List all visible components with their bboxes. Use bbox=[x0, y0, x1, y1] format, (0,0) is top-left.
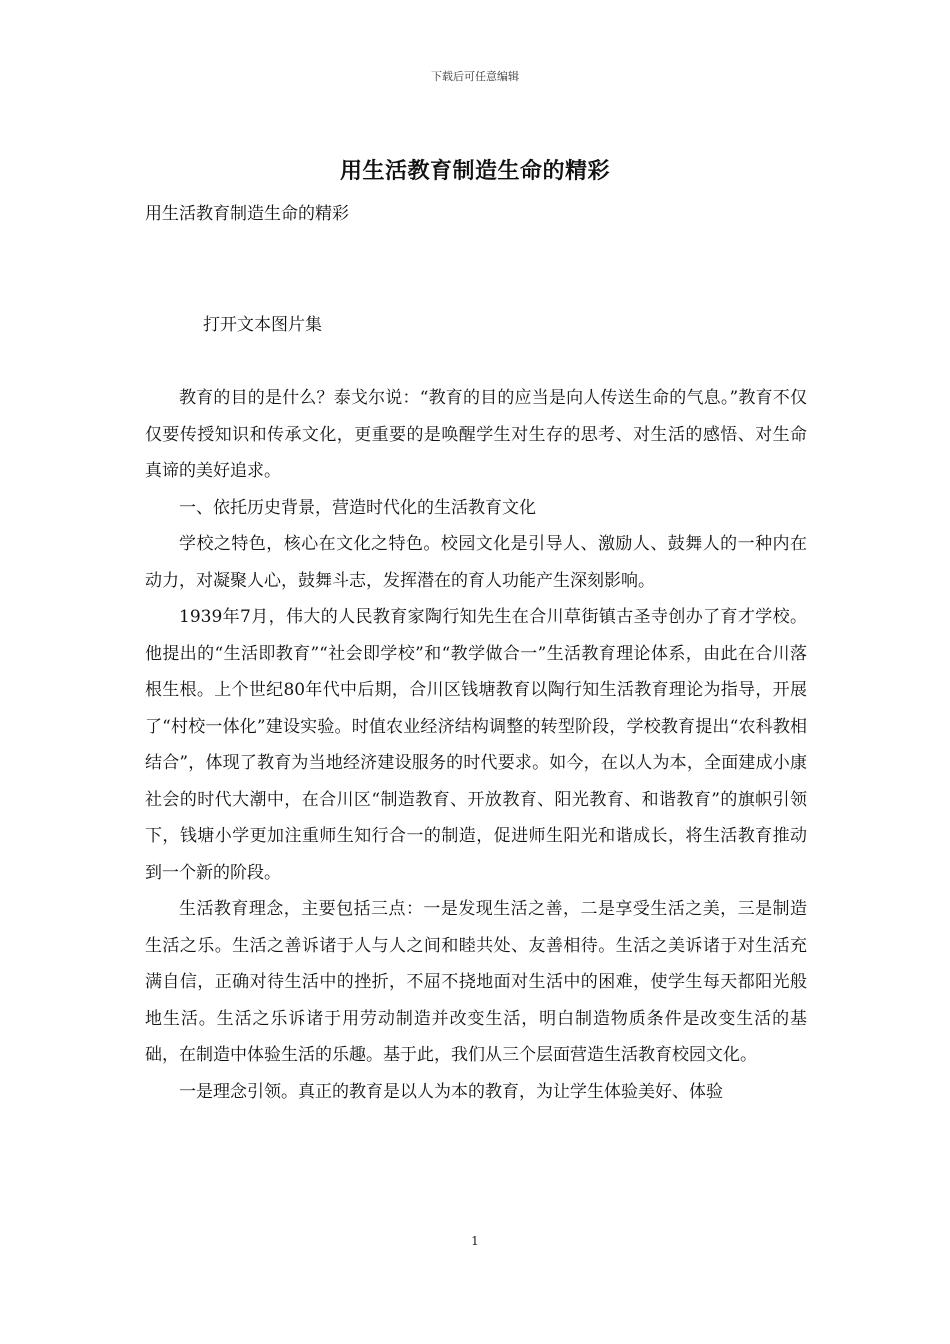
paragraph: 1939年7月，伟大的人民教育家陶行知先生在合川草街镇古圣寺创办了育才学校。他提出的“生活即教育”“社会即学校”和“教学做合一”生活教育理论体系，由此在合川落根生根。上个世纪80年代中后期，合川区钱塘教育以陶行知生活教育理论为指导，开展了“村校一体化”建设实验。时值农业经济结构调整的转型阶段，学校教育提出“农科教相结合”，体现了教育为当地经济建设服务的时代要求。如今，在以人为本，全面建成小康社会的时代大潮中，在合川区“制造教育、开放教育、阳光教育、和谐教育”的旗帜引领下，钱塘小学更加注重师生知行合一的制造，促进师生阳光和谐成长，将生活教育推动到一个新的阶段。 bbox=[145, 607, 807, 883]
document-title: 用生活教育制造生命的精彩 bbox=[339, 159, 610, 184]
page-number: 1 bbox=[471, 1234, 479, 1248]
document-subtitle: 用生活教育制造生命的精彩 bbox=[145, 204, 349, 224]
paragraph: 教育的目的是什么？泰戈尔说：“教育的目的应当是向人传送生命的气息。”教育不仅仅要传授知识和传承文化，更重要的是唤醒学生对生存的思考、对生活的感悟、对生命真谛的美好追求。 bbox=[145, 388, 807, 481]
header-note: 下载后可任意编辑 bbox=[431, 70, 519, 83]
document-body bbox=[145, 196, 807, 1110]
gallery-link[interactable]: 打开文本图片集 bbox=[203, 314, 322, 335]
section-heading: 一、依托历史背景，营造时代化的生活教育文化 bbox=[179, 497, 536, 518]
paragraph: 生活教育理念，主要包括三点：一是发现生活之善，二是享受生活之美，三是制造生活之乐。生活之善诉诸于人与人之间和睦共处、友善相待。生活之美诉诸于对生活充满自信，正确对待生活中的挫折，不屈不挠地面对生活中的困难，使学生每天都阳光般地生活。生活之乐诉诸于用劳动制造并改变生活，明白制造物质条件是改变生活的基础，在制造中体验生活的乐趣。基于此，我们从三个层面营造生活教育校园文化。 bbox=[145, 899, 807, 1065]
paragraph: 一是理念引领。真正的教育是以人为本的教育，为让学生体验美好、体验 bbox=[179, 1081, 723, 1102]
paragraph: 学校之特色，核心在文化之特色。校园文化是引导人、激励人、鼓舞人的一种内在动力，对凝聚人心，鼓舞斗志，发挥潜在的育人功能产生深刻影响。 bbox=[145, 534, 807, 591]
